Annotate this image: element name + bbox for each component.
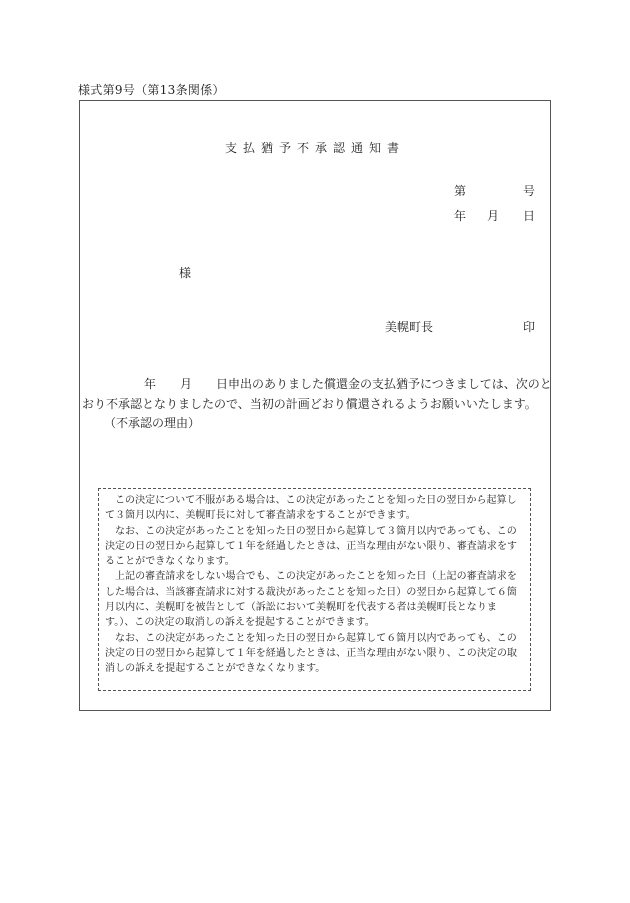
body-line-1: 年 月 日申出のありました償還金の支払猶予につきましては、次のと (144, 377, 552, 391)
doc-number-suffix: 号 (523, 184, 536, 198)
reason-label: （不承認の理由） (104, 416, 201, 430)
notice-paragraph: この決定について不服がある場合は、この決定があったことを知った日の翌日から起算して３箇月以内に、美幌町長に対して審査請求をすることができます。 (105, 495, 517, 522)
notice-paragraph: なお、この決定があったことを知った日の翌日から起算して３箇月以内であっても、この決定の日の翌日から起算して１年を経過したときは、正当な理由がない限り、審査請求をすることができなくなります。 (105, 525, 518, 568)
doc-number-prefix: 第 (454, 184, 467, 198)
appeal-notice-box (98, 488, 531, 691)
notice-paragraph: 上記の審査請求をしない場合でも、この決定があったことを知った日（上記の審査請求をした場合は、当該審査請求に対する裁決があったことを知った日）の翌日から起算して６箇月以内に、美幌町を被告として（訴訟において美幌町を代表する者は美幌町長となります。）、この決定の取消しの訴えを提起することができます。 (105, 571, 517, 629)
seal-mark: 印 (523, 320, 536, 334)
form-label: 様式第9号（第13条関係） (78, 83, 225, 97)
date-year: 年 (454, 209, 467, 223)
body-line-2: おり不承認となりましたので、当初の計画どおり償還されるようお願いいたします。 (82, 397, 537, 411)
date-day: 日 (523, 209, 536, 223)
body-text (82, 374, 552, 414)
addressee-suffix: 様 (179, 266, 192, 280)
notice-paragraph: なお、この決定があったことを知った日の翌日から起算して６箇月以内であっても、この決定の日の翌日から起算して１年を経過したときは、正当な理由がない限り、この決定の取消しの訴えを提起することができなくなります。 (105, 632, 518, 675)
date-month: 月 (487, 209, 500, 223)
issuer-name: 美幌町長 (385, 320, 434, 334)
document-frame (79, 100, 551, 711)
document-title: 支払猶予不承認通知書 (224, 141, 405, 155)
